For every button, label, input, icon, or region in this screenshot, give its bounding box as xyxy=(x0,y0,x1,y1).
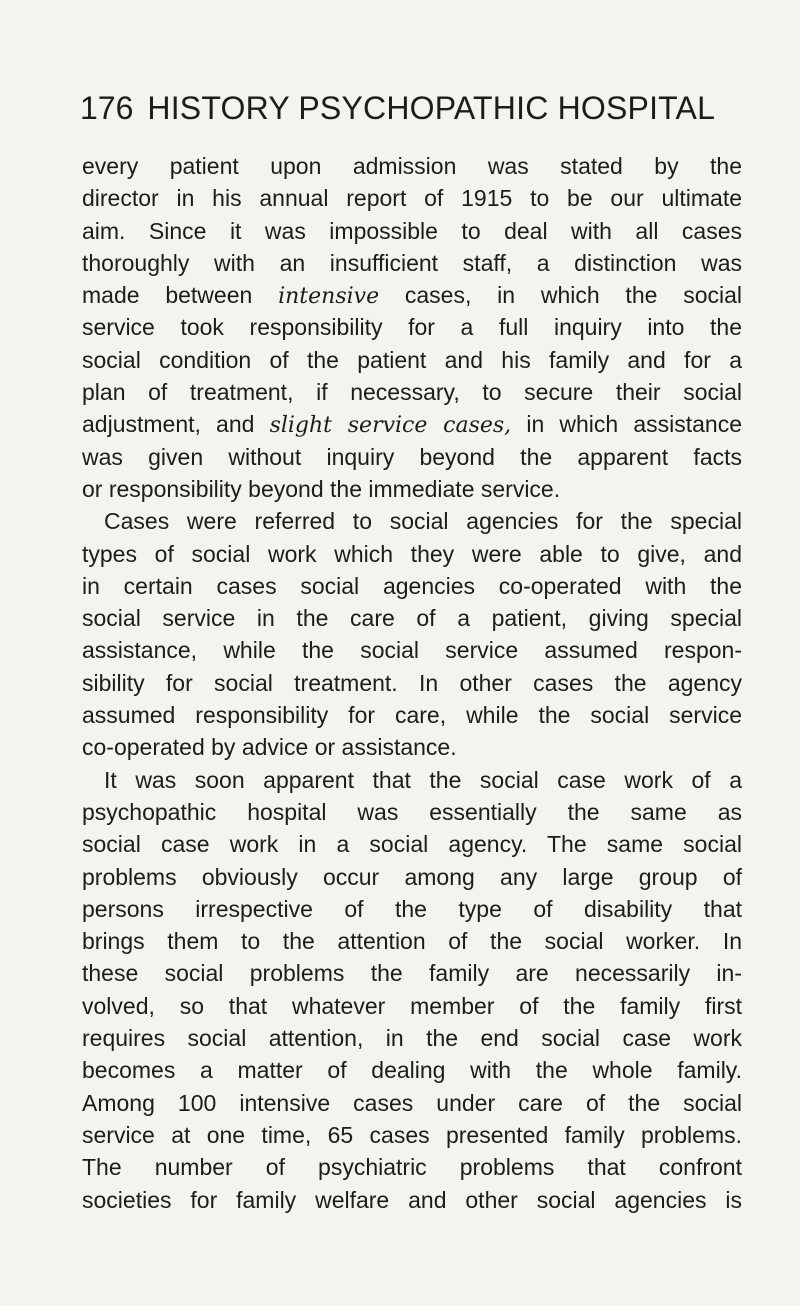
text-line: assistance, while the social service assumed respon- xyxy=(82,637,742,664)
text-line: social service in the care of a patient, giving special xyxy=(82,605,742,632)
italic-term-intensive: intensive xyxy=(278,284,380,310)
text-line: every patient upon admission was stated by the xyxy=(82,153,742,179)
text-line: brings them to the attention of the social worker. In xyxy=(82,928,742,955)
body-text xyxy=(82,150,742,1216)
text-line: these social problems the family are necessarily in- xyxy=(82,960,742,987)
text-line: was given without inquiry beyond the apparent facts xyxy=(82,443,742,470)
text-line: plan of treatment, if necessary, to secure their social xyxy=(82,379,742,406)
text-line: service at one time, 65 cases presented family problems. xyxy=(82,1121,742,1148)
text-line: volved, so that whatever member of the family first xyxy=(82,992,742,1019)
running-title: HISTORY PSYCHOPATHIC HOSPITAL xyxy=(147,90,716,126)
text-line: in certain cases social agencies co-operated with the xyxy=(82,572,742,599)
text-line: persons irrespective of the type of disability that xyxy=(82,895,742,922)
text-line: Among 100 intensive cases under care of the social xyxy=(82,1089,742,1116)
text-line: assumed responsibility for care, while the social service xyxy=(82,702,742,729)
text-line: psychopathic hospital was essentially the same as xyxy=(82,798,742,825)
paragraph-end-line: or responsibility beyond the immediate service. xyxy=(82,475,561,502)
text-line xyxy=(82,408,742,440)
text-line: social case work in a social agency. The same social xyxy=(82,831,742,858)
text-line: service took responsibility for a full inquiry into the xyxy=(82,314,742,341)
text-line: The number of psychiatric problems that confront xyxy=(82,1154,742,1181)
paragraph-end-line: co-operated by advice or assistance. xyxy=(82,734,457,761)
running-head xyxy=(80,88,720,128)
text-line: requires social attention, in the end social case work xyxy=(82,1025,742,1052)
text-line: thoroughly with an insufficient staff, a distinction was xyxy=(82,249,742,276)
text-line xyxy=(82,279,742,311)
paragraph-start-line: It was soon apparent that the social case work of a xyxy=(104,766,742,793)
text-line: societies for family welfare and other social agencies is xyxy=(82,1186,742,1213)
text-run: in which assistance xyxy=(511,411,742,438)
text-line: social condition of the patient and his family and for a xyxy=(82,346,742,373)
text-line: sibility for social treatment. In other cases the agency xyxy=(82,669,742,696)
text-run: cases, in which the social xyxy=(379,282,742,309)
text-run: adjustment, and xyxy=(82,411,270,438)
text-line: problems obviously occur among any large group of xyxy=(82,863,742,890)
paragraph-start-line: Cases were referred to social agencies for the special xyxy=(104,508,742,535)
italic-term-slight-service: slight service cases, xyxy=(269,413,512,439)
text-line: becomes a matter of dealing with the whole family. xyxy=(82,1057,742,1084)
text-line: aim. Since it was impossible to deal with all cases xyxy=(82,217,742,244)
text-run: made between xyxy=(82,282,279,309)
text-line: types of social work which they were able to give, and xyxy=(82,540,742,567)
page-number: 176 xyxy=(80,90,134,126)
text-line: director in his annual report of 1915 to be our ultimate xyxy=(82,185,742,212)
